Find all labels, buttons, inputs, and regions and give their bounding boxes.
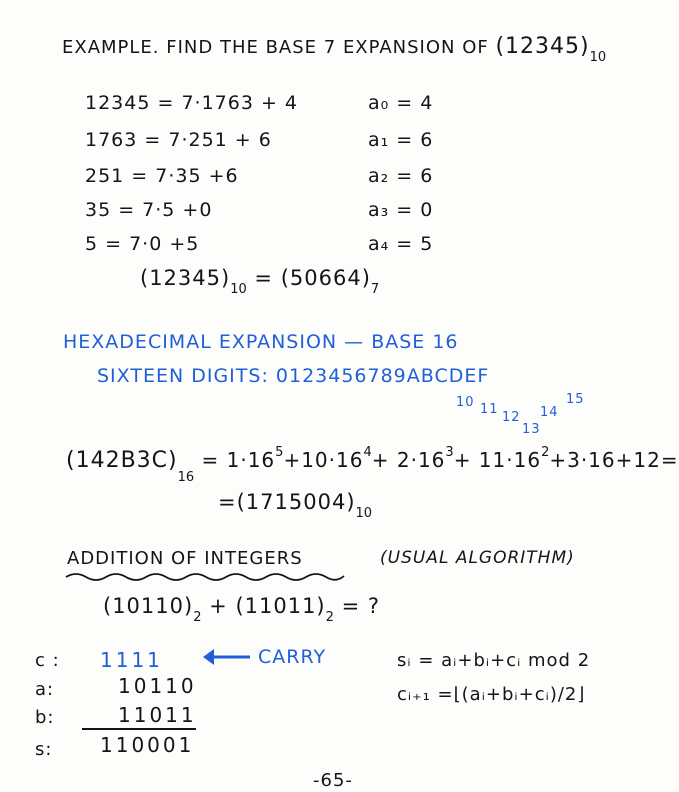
- division-equation: 5 = 7·0 +5: [85, 233, 200, 255]
- coefficient: a₀ = 4: [368, 92, 434, 114]
- division-row: [85, 165, 370, 187]
- hex-title: HEXADECIMAL EXPANSION — BASE 16: [63, 331, 459, 353]
- hex-term: + 11·16: [453, 448, 542, 472]
- result-left-base: 10: [230, 282, 247, 297]
- hex-base: 16: [177, 470, 195, 485]
- hex-term-exp: 3: [445, 445, 454, 460]
- a-row-value: 10110: [118, 674, 197, 698]
- addition-note: (USUAL ALGORITHM): [380, 548, 575, 568]
- carry-formula: cᵢ₊₁ =⌊(aᵢ+bᵢ+cᵢ)/2⌋: [397, 684, 586, 705]
- question-b: (11011): [235, 594, 326, 618]
- division-row: [85, 129, 370, 151]
- hex-term: = 1·16: [194, 448, 276, 472]
- question-op: +: [201, 594, 236, 618]
- hex-term: + 2·16: [371, 448, 446, 472]
- coefficient: a₄ = 5: [368, 233, 434, 255]
- hex-digit-value: 10: [456, 395, 475, 410]
- question-a-base: 2: [193, 610, 202, 625]
- carry-row-value: 1111: [100, 648, 163, 672]
- hex-term-exp: 2: [541, 445, 550, 460]
- hex-result-value: =(1715004): [218, 490, 356, 514]
- s-row-value: 110001: [100, 733, 195, 757]
- result-left: (12345): [140, 266, 231, 290]
- hex-digit-value: 13: [522, 422, 541, 437]
- result-equals: =: [246, 266, 281, 290]
- hex-result-base: 10: [355, 506, 373, 521]
- coefficient: a₃ = 0: [368, 199, 434, 221]
- hex-result: [218, 490, 373, 521]
- addition-title: ADDITION OF INTEGERS: [67, 548, 303, 569]
- division-equation: 251 = 7·35 +6: [85, 165, 239, 187]
- hex-digit-value: 12: [502, 410, 521, 425]
- hex-digit-value: 11: [480, 402, 499, 417]
- example-base: 10: [589, 50, 607, 65]
- example-heading: [62, 34, 607, 65]
- hex-term-exp: 5: [275, 445, 284, 460]
- a-row-label: a:: [35, 679, 55, 700]
- division-row: [85, 199, 370, 221]
- page-number: -65-: [313, 770, 353, 791]
- result-right: (50664): [280, 266, 371, 290]
- result-right-base: 7: [370, 282, 380, 297]
- division-equation: 12345 = 7·1763 + 4: [85, 92, 299, 114]
- hex-digit-value: 14: [540, 405, 559, 420]
- division-equation: 35 = 7·5 +0: [85, 199, 213, 221]
- coefficient: a₁ = 6: [368, 129, 434, 151]
- base7-result: [140, 266, 380, 297]
- hex-term: +10·16: [283, 448, 364, 472]
- carry-label: CARRY: [258, 646, 327, 668]
- division-equation: 1763 = 7·251 + 6: [85, 129, 272, 151]
- b-row-value: 11011: [118, 703, 197, 727]
- example-number: (12345): [495, 34, 590, 59]
- sum-line: [82, 728, 196, 730]
- addition-question: [103, 594, 381, 625]
- division-row: [85, 92, 370, 114]
- hex-digits-line: [97, 365, 489, 387]
- question-a: (10110): [103, 594, 194, 618]
- sum-formula: sᵢ = aᵢ+bᵢ+cᵢ mod 2: [397, 650, 591, 671]
- wavy-underline: [64, 570, 346, 582]
- example-text: EXAMPLE. FIND THE BASE 7 EXPANSION OF: [62, 37, 489, 58]
- s-row-label: s:: [35, 739, 53, 760]
- hex-digits: 0123456789ABCDEF: [275, 365, 490, 387]
- question-end: = ?: [333, 594, 381, 618]
- hex-term-exp: 4: [363, 445, 372, 460]
- hex-term: +3·16+12=: [549, 448, 679, 472]
- carry-row-label: c :: [35, 650, 60, 671]
- arrow-left-icon: [200, 646, 252, 668]
- b-row-label: b:: [35, 707, 55, 728]
- division-row: [85, 233, 370, 255]
- coefficient: a₂ = 6: [368, 165, 434, 187]
- hex-expansion: [66, 445, 679, 485]
- hex-number: (142B3C): [66, 448, 178, 473]
- hex-digit-value: 15: [566, 392, 585, 407]
- question-b-base: 2: [325, 610, 334, 625]
- hex-digits-label: SIXTEEN DIGITS:: [97, 365, 269, 387]
